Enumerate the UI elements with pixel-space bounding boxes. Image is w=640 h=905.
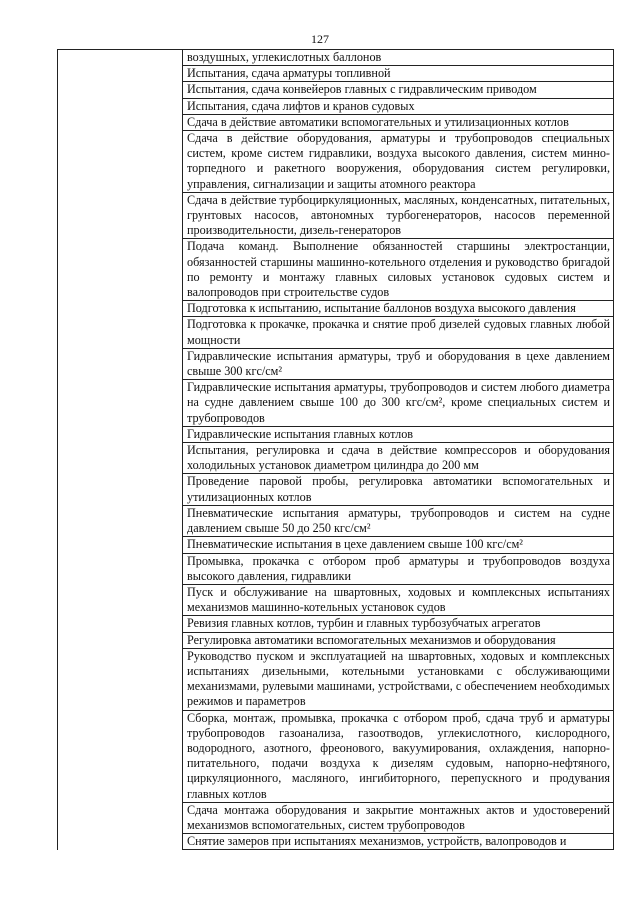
table-cell: Сдача в действие турбоциркуляционных, масляных, конденсатных, питательных, грунтовых насосов, автономных турбогенераторов, насосов переменной производительности, дизель-генераторов <box>183 192 614 239</box>
table-cell: Пневматические испытания арматуры, трубопроводов и систем на судне давлением свыше 50 до 250 кгс/см² <box>183 505 614 536</box>
table-cell: воздушных, углекислотных баллонов <box>183 50 614 66</box>
table-cell: Испытания, сдача лифтов и кранов судовых <box>183 98 614 114</box>
work-list-table <box>57 49 614 850</box>
table-cell: Сборка, монтаж, промывка, прокачка с отбором проб, сдача труб и арматуры трубопроводов газоанализа, газоотводов, углекислотного, кислородного, водородного, азотного, фреонового, вакуумирования, охлаждения, напорно-питательного, подачи воздуха к дизелям судовым, напорно-нефтяного, циркуляционного, масляного, ингибиторного, перепускного и продувания главных котлов <box>183 710 614 802</box>
empty-left-cell <box>58 50 183 850</box>
page-number: 127 <box>311 32 329 46</box>
table-cell: Сдача в действие оборудования, арматуры и трубопроводов специальных систем, кроме систем гидравлики, воздуха высокого давления, систем минно-торпедного и ракетного вооружения, оборудования систем регулировки, управления, сигнализации и защиты атомного реактора <box>183 131 614 193</box>
table-cell: Снятие замеров при испытаниях механизмов, устройств, валопроводов и <box>183 834 614 850</box>
table-cell: Сдача монтажа оборудования и закрытие монтажных актов и удостоверений механизмов вспомогательных, систем трубопроводов <box>183 802 614 833</box>
table-cell: Испытания, регулировка и сдача в действие компрессоров и оборудования холодильных установок диаметром цилиндра до 200 мм <box>183 443 614 474</box>
table-cell: Регулировка автоматики вспомогательных механизмов и оборудования <box>183 632 614 648</box>
table-cell: Проведение паровой пробы, регулировка автоматики вспомогательных и утилизационных котлов <box>183 474 614 505</box>
table-cell: Гидравлические испытания главных котлов <box>183 426 614 442</box>
table-cell: Гидравлические испытания арматуры, трубопроводов и систем любого диаметра на судне давлением свыше 100 до 300 кгс/см², кроме специальных систем и трубопроводов <box>183 380 614 427</box>
table-cell: Испытания, сдача арматуры топливной <box>183 66 614 82</box>
table-cell: Подача команд. Выполнение обязанностей старшины электростанции, обязанностей старшины машинно-котельного отделения и руководство бригадой по ремонту и монтажу главных силовых установок судовых систем и валопроводов при строительстве судов <box>183 239 614 301</box>
table-cell: Испытания, сдача конвейеров главных с гидравлическим приводом <box>183 82 614 98</box>
table-cell: Подготовка к испытанию, испытание баллонов воздуха высокого давления <box>183 301 614 317</box>
table-row <box>58 50 614 66</box>
table-cell: Подготовка к прокачке, прокачка и снятие проб дизелей судовых главных любой мощности <box>183 317 614 348</box>
table-cell: Ревизия главных котлов, турбин и главных турбозубчатых агрегатов <box>183 616 614 632</box>
table-cell: Гидравлические испытания арматуры, труб и оборудования в цехе давлением свыше 300 кгс/см² <box>183 348 614 379</box>
table-cell: Пуск и обслуживание на швартовных, ходовых и комплексных испытаниях механизмов машинно-котельных установок судов <box>183 584 614 615</box>
table-cell: Сдача в действие автоматики вспомогательных и утилизационных котлов <box>183 114 614 130</box>
table-cell: Руководство пуском и эксплуатацией на швартовных, ходовых и комплексных испытаниях дизельными, котельными установками с обслуживающими механизмами, рулевыми машинами, устройствами, с обеспечением необходимых режимов и параметров <box>183 648 614 710</box>
table-cell: Пневматические испытания в цехе давлением свыше 100 кгс/см² <box>183 537 614 553</box>
table-cell: Промывка, прокачка с отбором проб арматуры и трубопроводов воздуха высокого давления, гидравлики <box>183 553 614 584</box>
